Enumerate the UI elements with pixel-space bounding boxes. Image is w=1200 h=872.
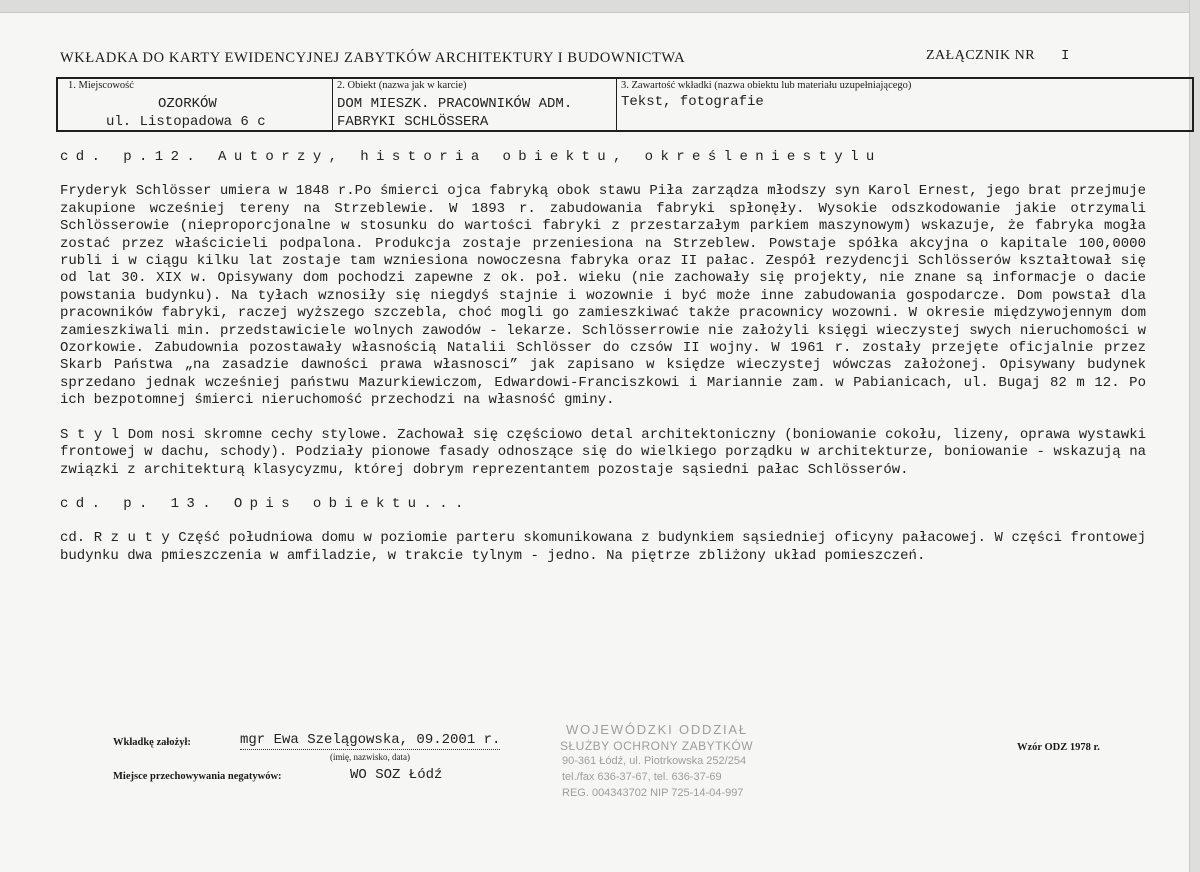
section-heading-description: cd. p. 13. Opis obiektu... xyxy=(60,495,471,512)
object-name-line1: DOM MIESZK. PRACOWNIKÓW ADM. xyxy=(337,96,573,112)
form-version: Wzór ODZ 1978 r. xyxy=(1017,742,1100,753)
stamp-line-3: 90-361 Łódź, ul. Piotrkowska 252/254 xyxy=(562,755,747,767)
prepared-by-label: Wkładkę założył: xyxy=(113,737,191,748)
locality-label: 1. Miejscowość xyxy=(68,80,134,91)
object-name-line2: FABRYKI SCHLÖSSERA xyxy=(337,114,489,130)
floor-plan-paragraph: cd. R z u t y Część południowa domu w poziomie parteru skomunikowana z budynkiem sąsiedniej oficyny pałacowej. W części frontowej budynku dwa pmieszczenia w amfiladzie, w trakcie tylnym - jedno. Na piętrze zbliżony układ pomieszczeń. xyxy=(60,530,1146,564)
header-fields-table xyxy=(56,77,1194,132)
locality-address: ul. Listopadowa 6 c xyxy=(106,114,266,130)
form-title: WKŁADKA DO KARTY EWIDENCYJNEJ ZABYTKÓW ARCHITEKTURY I BUDOWNICTWA xyxy=(60,50,686,66)
contents-cell xyxy=(617,79,1192,130)
stamp-line-1: WOJEWÓDZKI ODDZIAŁ xyxy=(566,722,748,737)
annex-number: I xyxy=(1061,48,1070,64)
stamp-line-2: SŁUŻBY OCHRONY ZABYTKÓW xyxy=(560,739,754,753)
locality-name: OZORKÓW xyxy=(158,96,217,112)
stamp-line-5: REG. 004343702 NIP 725-14-04-997 xyxy=(562,787,744,799)
negatives-location-value: WO SOZ Łódź xyxy=(350,767,443,783)
annex-label: ZAŁĄCZNIK NR xyxy=(926,48,1036,63)
style-paragraph: S t y l Dom nosi skromne cechy stylowe. Zachował się częściowo detal architektoniczny (boniowanie cokołu, lizeny, oprawa wystawki frontowej w dachu, schody). Podziały pionowe fasady odnoszące się do wielkiego porządku w architekturze, boniowanie - wskazują na związki z architekturą klasycyzmu, której dobrym reprezentantem pozostaje sąsiedni pałac Schlösserów. xyxy=(60,426,1146,478)
history-paragraph: Fryderyk Schlösser umiera w 1848 r.Po śmierci ojca fabryką obok stawu Piła zarządza młodszy syn Karol Ernest, jego brat przejmuje zakupione wcześniej tereny na Strzeblewie. W 1893 r. zabudowania fabryki spłonęły. Wysokie odszkodowanie jakie otrzymali Schlösserowie (nieproporcjonalne w stosunku do wartości fabryki z przestarzałym parkiem maszynowym) wskazuje, że fabryka mogła zostać przez właścicieli podpalona. Produkcja zostaje przeniesiona na Strzeblew. Powstaje spółka akcyjna o kapitale 100,0000 rubli i w ciągu kilku lat zostaje tam wzniesiona nowoczesna fabryka oraz II pałac. Zespół rezydencji Schlösserów kształtował się od lat 30. XIX w. Opisywany dom pochodzi zapewne z ok. poł. wieku (nie zachowały się projekty, nie znane są informacje o dacie powstania budynku). Na tyłach wznosiły się niegdyś stajnie i wozownie i być może inne zabudowania gospodarcze. Dom powstał dla pracowników fabryki, raczej wyższego szczebla, choć mogli go zamieszkiwać także pracownicy wozowni. W okresie międzywojennym dom zamieszkiwali min. przedstawiciele wolnych zawodów - lekarze. Schlösserrowie nie założyli księgi wieczystej swych nieruchomości w Ozorkowie. Zabudownia pozostawały własnością Natalii Schlösser do czsów II wojny. W 1961 r. zostały przejęte oficjalnie przez Skarb Państwa „na zasadzie dawności prawa własnosci” jak zapisano w księdze wieczystej wówczas założonej. Opisywany budynek sprzedano jednak wcześniej państwu Mazurkiewiczom, Edwardowi-Franciszkowi i Mariannie zam. w Pabianicach, ul. Bugaj 82 m 12. Po ich bezpotomnej śmierci nieruchomość przechodzi na własność gminy. xyxy=(60,183,1146,409)
prepared-by-hint: (imię, nazwisko, data) xyxy=(330,752,410,762)
contents-value: Tekst, fotografie xyxy=(621,94,764,110)
object-label: 2. Obiekt (nazwa jak w karcie) xyxy=(337,80,467,91)
object-cell xyxy=(333,79,617,130)
paper-top-edge xyxy=(0,0,1200,13)
section-heading-authors-history: cd. p.12. Autorzy, historia obiektu, określeniestylu xyxy=(60,149,882,165)
locality-cell xyxy=(58,79,333,130)
stamp-line-4: tel./fax 636-37-67, tel. 636-37-69 xyxy=(562,771,722,783)
main-text xyxy=(60,149,1146,565)
negatives-location-label: Miejsce przechowywania negatywów: xyxy=(113,771,282,782)
prepared-by-value: mgr Ewa Szelągowska, 09.2001 r. xyxy=(240,732,501,748)
contents-label: 3. Zawartość wkładki (nazwa obiektu lub materiału uzupełniającego) xyxy=(621,80,912,91)
